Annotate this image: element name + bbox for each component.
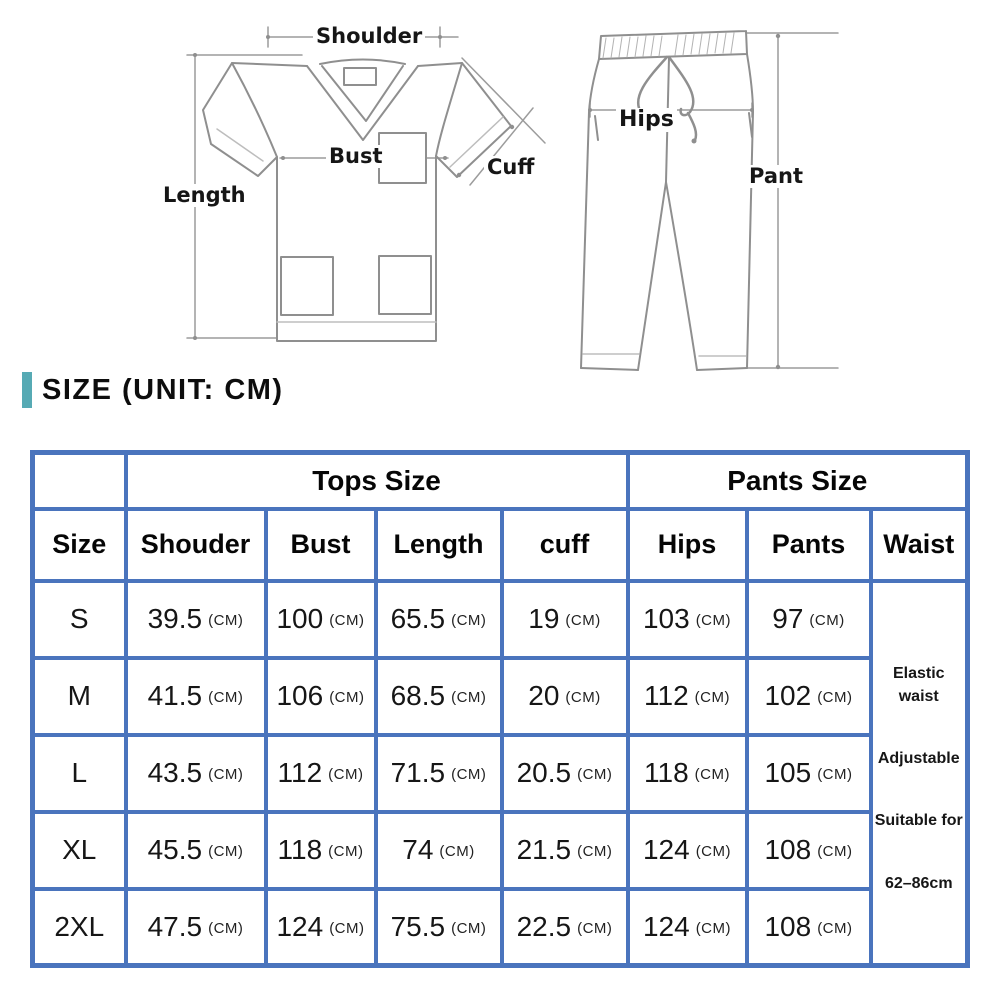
cell-waist-notes [871,581,968,966]
dimension-lines [187,27,838,369]
bust-dimension-label: Bust [326,145,386,168]
col-header-bust: Bust [266,509,376,581]
waist-note: Suitable for [874,812,963,830]
waist-note: Elastic waist [892,665,945,705]
section-title [22,372,284,408]
table-row-m [33,658,968,735]
table-row-l [33,735,968,812]
col-header-cuff: cuff [502,509,628,581]
cell-size: XL [33,812,126,889]
size-table [30,450,970,968]
table-row-2xl [33,889,968,966]
cell-cuff: 19 (CM) [502,581,628,658]
cell-bust: 106 (CM) [266,658,376,735]
pants-size-header: Pants Size [628,453,968,509]
cell-hips: 118 (CM) [628,735,747,812]
cell-shoulder: 39.5 (CM) [126,581,266,658]
table-row-s [33,581,968,658]
col-header-pants: Pants [747,509,871,581]
group-header-row [33,453,968,509]
hips-dimension-label: Hips [616,108,677,132]
cell-cuff: 21.5 (CM) [502,812,628,889]
cell-length: 75.5 (CM) [376,889,502,966]
scrub-pants-drawing [581,31,753,370]
cell-hips: 124 (CM) [628,812,747,889]
cell-length: 74 (CM) [376,812,502,889]
col-header-size: Size [33,509,126,581]
table-row-xl [33,812,968,889]
waist-note: Adjustable [877,750,960,768]
section-title-text: SIZE (UNIT: CM) [42,373,284,406]
cell-shoulder: 47.5 (CM) [126,889,266,966]
pant-dimension-label: Pant [746,165,806,188]
length-dimension-label: Length [160,184,249,207]
cell-size: 2XL [33,889,126,966]
cell-pants: 108 (CM) [747,889,871,966]
col-header-shoulder: Shouder [126,509,266,581]
cell-bust: 124 (CM) [266,889,376,966]
cell-bust: 112 (CM) [266,735,376,812]
shoulder-dimension-label: Shoulder [313,25,425,48]
cell-shoulder: 45.5 (CM) [126,812,266,889]
cell-shoulder: 41.5 (CM) [126,658,266,735]
column-header-row [33,509,968,581]
cell-size: S [33,581,126,658]
cell-hips: 124 (CM) [628,889,747,966]
col-header-waist: Waist [871,509,968,581]
cell-bust: 100 (CM) [266,581,376,658]
scrub-top-drawing [203,60,511,342]
cuff-dimension-label: Cuff [484,156,537,179]
corner-cell [33,453,126,509]
cell-cuff: 20 (CM) [502,658,628,735]
tops-size-header: Tops Size [126,453,628,509]
cell-length: 68.5 (CM) [376,658,502,735]
cell-pants: 105 (CM) [747,735,871,812]
accent-bar [22,372,32,408]
cell-size: M [33,658,126,735]
cell-hips: 103 (CM) [628,581,747,658]
cell-bust: 118 (CM) [266,812,376,889]
cell-cuff: 22.5 (CM) [502,889,628,966]
cell-hips: 112 (CM) [628,658,747,735]
waist-notes [873,650,966,895]
waist-note: 62–86cm [884,874,953,892]
col-header-hips: Hips [628,509,747,581]
col-header-length: Length [376,509,502,581]
cell-length: 71.5 (CM) [376,735,502,812]
cell-cuff: 20.5 (CM) [502,735,628,812]
cell-shoulder: 43.5 (CM) [126,735,266,812]
cell-size: L [33,735,126,812]
cell-pants: 97 (CM) [747,581,871,658]
cell-pants: 108 (CM) [747,812,871,889]
cell-length: 65.5 (CM) [376,581,502,658]
cell-pants: 102 (CM) [747,658,871,735]
